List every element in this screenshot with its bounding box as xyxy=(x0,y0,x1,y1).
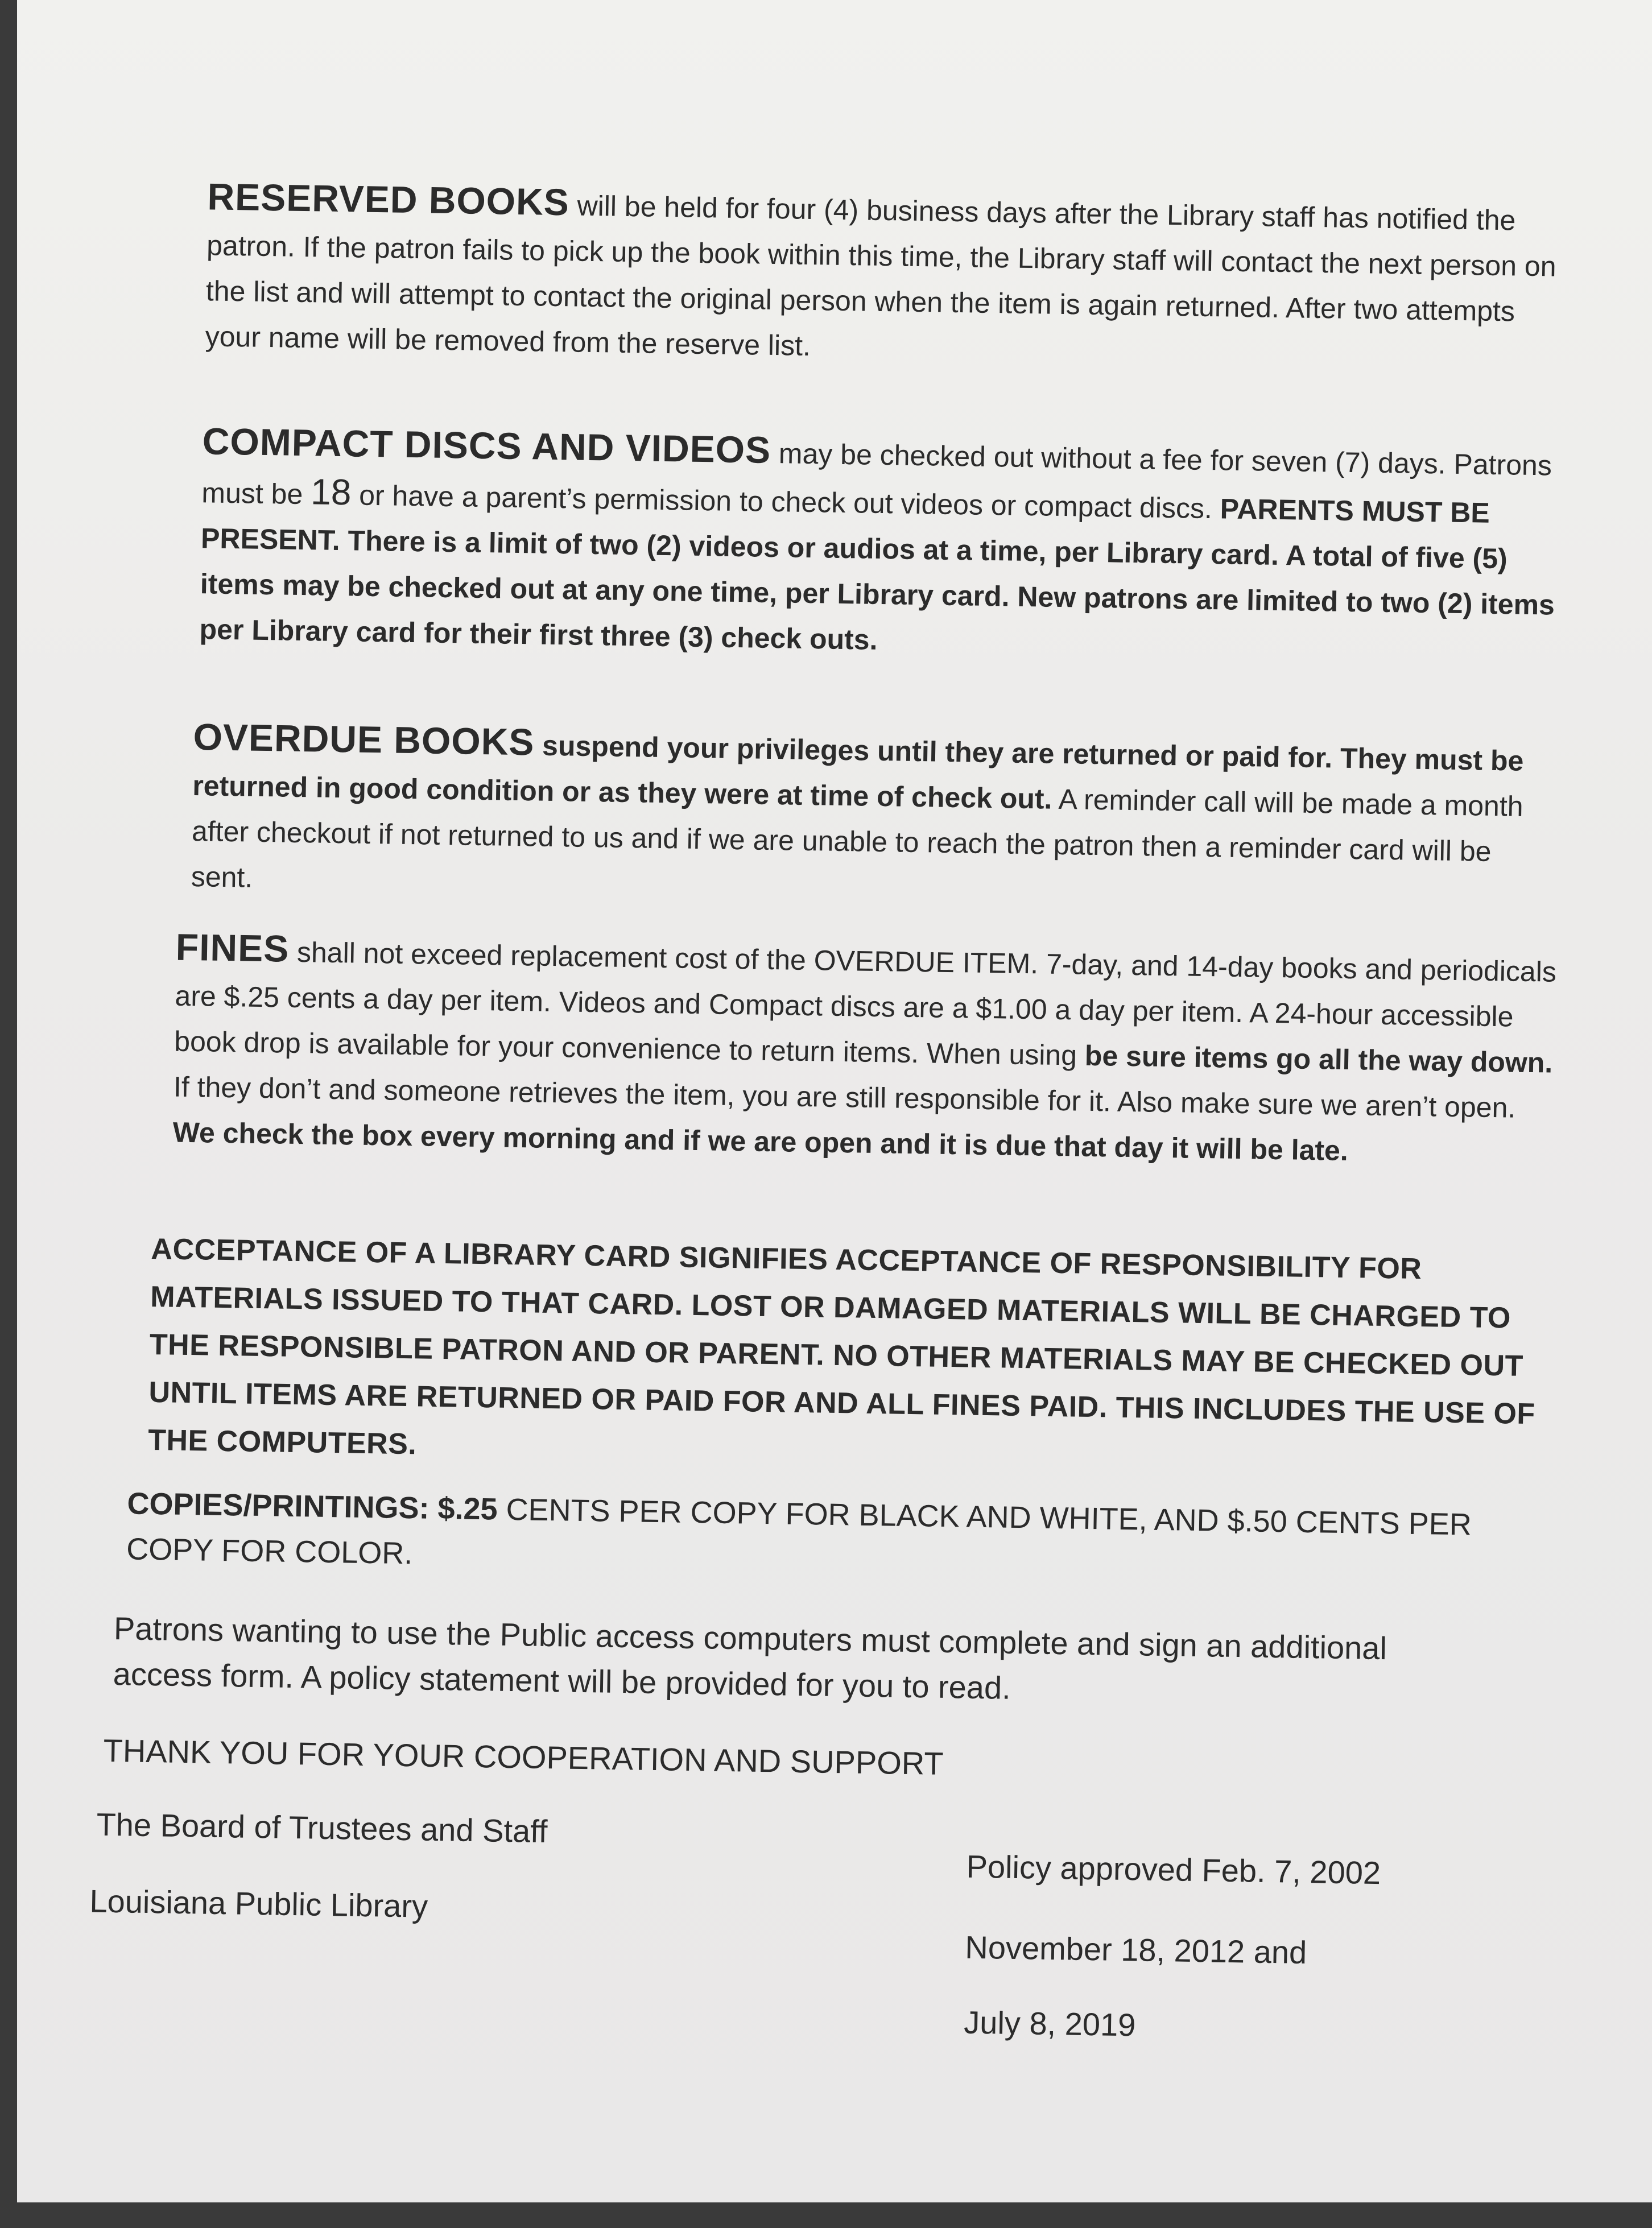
fines-text-2: If they don’t and someone retrieves the item, you are still responsible for it. Also make sure we aren’t open. xyxy=(173,1070,1516,1124)
copies-printings-paragraph xyxy=(126,1481,1527,1594)
library-card-acceptance-notice xyxy=(148,1225,1539,1486)
overdue-books-text: A reminder call will be made a month after checkout if not returned to us and if we are unable to reach the patron then a reminder card will be sent. xyxy=(191,783,1523,894)
overdue-books-heading: OVERDUE BOOKS xyxy=(193,716,535,763)
library-name-line: Louisiana Public Library xyxy=(89,1883,428,1924)
policy-approval-dates xyxy=(964,1847,1478,2051)
thank-you-line: THANK YOU FOR YOUR COOPERATION AND SUPPORT xyxy=(103,1732,944,1781)
reserved-books-paragraph xyxy=(205,173,1562,380)
fines-heading: FINES xyxy=(175,925,290,970)
fines-bold-text-1: be sure items go all the way down. xyxy=(1084,1039,1553,1079)
policy-date-1: Policy approved Feb. 7, 2002 xyxy=(966,1848,1381,1891)
public-computers-paragraph xyxy=(113,1606,1490,1718)
compact-discs-bold-text: PARENTS MUST BE PRESENT. There is a limit of two (2) videos or audios at a time, per Library card. A total of five (5) items may be checked out at any one time, per Library card. New patrons are limited to two (2) items per Library card for their first three (3) check outs. xyxy=(199,493,1555,656)
board-of-trustees-line: The Board of Trustees and Staff xyxy=(96,1806,548,1850)
copies-printings-text: CENTS PER COPY FOR BLACK AND WHITE, AND $.50 CENTS PER COPY FOR COLOR. xyxy=(126,1492,1472,1571)
fines-text-1: shall not exceed replacement cost of the OVERDUE ITEM. 7-day, and 14-day books and periodicals are $.25 cents a day per item. Videos and Compact discs are a $1.00 a day per item. A 24-hour accessible book drop is available for your convenience to return items. When using xyxy=(174,936,1557,1072)
compact-discs-heading: COMPACT DISCS AND VIDEOS xyxy=(202,420,771,471)
policy-date-3: July 8, 2019 xyxy=(963,2004,1136,2043)
public-computers-text: Patrons wanting to use the Public access computers must complete and sign an additional access form. A policy statement will be provided for you to read. xyxy=(113,1610,1387,1706)
overdue-books-bold-text: suspend your privileges until they are returned or paid for. They must be returned in good condition or as they were at time of check out. xyxy=(192,729,1524,815)
reserved-books-text: will be held for four (4) business days after the Library staff has notified the patron. If the patron fails to pick up the book within this time, the Library staff will contact the next person on the list and will attempt to contact the original person when the item is again returned. After two attempts your name will be removed from the reserve list. xyxy=(205,189,1557,362)
minimum-age: 18 xyxy=(310,471,352,513)
fines-bold-text-2: We check the box every morning and if we are open and it is due that day it will be late. xyxy=(172,1116,1349,1167)
policy-date-2: November 18, 2012 and xyxy=(964,1929,1307,1971)
compact-discs-text-1: may be checked out without a fee for seven (7) days. Patrons must be xyxy=(201,437,1552,511)
reserved-books-heading: RESERVED BOOKS xyxy=(207,175,570,224)
document-page xyxy=(17,0,1652,2202)
compact-discs-paragraph xyxy=(199,418,1568,673)
compact-discs-text-2: or have a parent’s permission to check out videos or compact discs. xyxy=(350,479,1221,525)
acceptance-text: ACCEPTANCE OF A LIBRARY CARD SIGNIFIES ACCEPTANCE OF RESPONSIBILITY FOR MATERIALS ISSUED TO THAT CARD. LOST OR DAMAGED MATERIALS WILL BE CHARGED TO THE RESPONSIBLE PATRON AND OR PARENT. NO OTHER MATERIALS MAY BE CHECKED OUT UNTIL ITEMS ARE RETURNED OR PAID FOR AND ALL FINES PAID. THIS INCLUDES THE USE OF THE COMPUTERS. xyxy=(147,1232,1536,1461)
copies-printings-heading: COPIES/PRINTINGS: $.25 xyxy=(127,1486,498,1527)
fines-paragraph xyxy=(172,924,1558,1177)
overdue-books-paragraph xyxy=(191,714,1559,921)
